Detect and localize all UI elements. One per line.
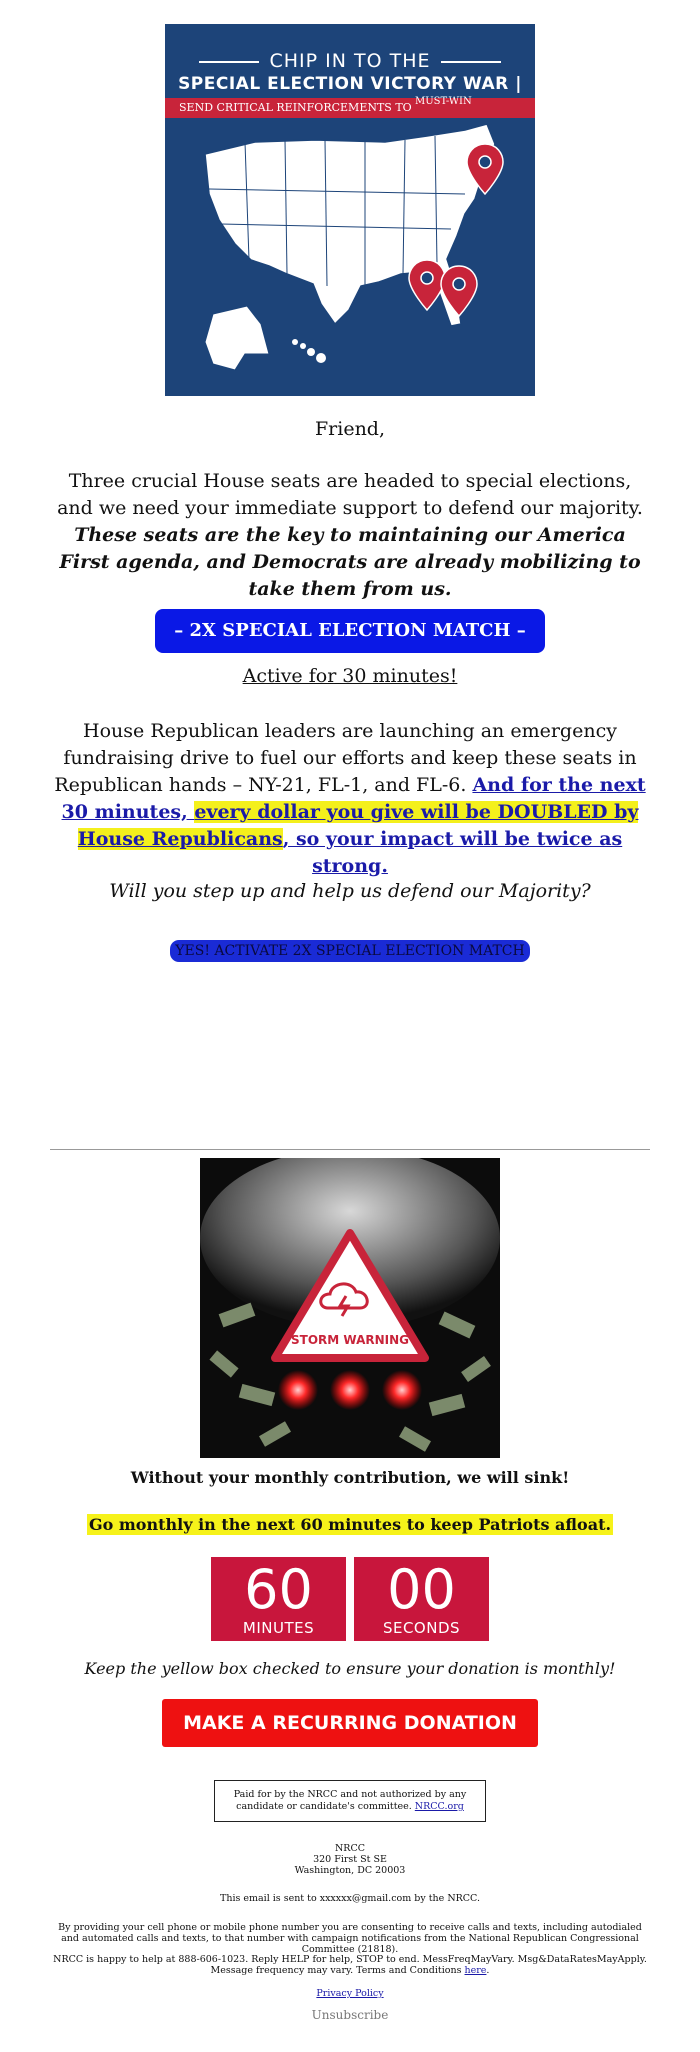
hero-subtitle: SEND CRITICAL REINFORCEMENTS TO: [179, 101, 412, 114]
privacy-policy-link[interactable]: Privacy Policy: [316, 1988, 384, 1999]
body-paragraph: [48, 718, 652, 880]
hero-title-line2: SPECIAL ELECTION VICTORY WAR |: [178, 74, 522, 94]
hero-title-line1: CHIP IN TO THE: [165, 50, 535, 72]
keep-checked-text: Keep the yellow box checked to ensure your donation is monthly!: [84, 1659, 616, 1678]
timer-seconds: [354, 1557, 489, 1641]
unsubscribe-link[interactable]: Unsubscribe: [311, 2008, 389, 2022]
match-link[interactable]: And for the next 30 minutes, every dollar you give will be DOUBLED by House Republicans, so your impact will be twice as strong.: [61, 774, 646, 877]
timer-seconds-value: 00: [387, 1558, 456, 1621]
hero-must-win: MUST-WIN: [415, 96, 472, 107]
storm-graphic: [200, 1158, 500, 1458]
storm-warning-image[interactable]: [200, 1158, 500, 1458]
help-notice: NRCC is happy to help at 888-606-1023. Reply HELP for help, STOP to end. MessFreqMayVary. Msg&DataRatesMayApply. Message frequency may vary. Terms and Conditions here.: [53, 1954, 647, 1976]
paid-for-disclaimer: Paid for by the NRCC and not authorized by any candidate or candidate's committee. NRCC.org: [214, 1780, 486, 1822]
question-text: Will you step up and help us defend our Majority?: [109, 880, 591, 902]
go-monthly-text: Go monthly in the next 60 minutes to keep Patriots afloat.: [88, 1515, 612, 1534]
sent-to-notice: This email is sent to xxxxxx@gmail.com by the NRCC.: [219, 1893, 481, 1904]
privacy-policy: [0, 1988, 700, 1999]
mailing-address: NRCC 320 First St SE Washington, DC 20003: [294, 1843, 406, 1876]
timer-minutes-value: 60: [244, 1558, 313, 1621]
us-map-graphic: [165, 24, 535, 396]
divider: [50, 1149, 650, 1150]
activate-match-button[interactable]: YES! ACTIVATE 2X SPECIAL ELECTION MATCH: [170, 940, 530, 962]
map-pin-icon: [409, 260, 445, 310]
nrcc-link[interactable]: NRCC.org: [414, 1801, 464, 1812]
timer-seconds-label: SECONDS: [382, 1619, 461, 1637]
storm-warning-label: STORM WARNING: [290, 1333, 410, 1347]
body-text: House Republican leaders are launching an emergency fundraising drive to fuel our efforts and keep these seats in Republican hands – NY-21, FL-1, and FL-6.: [54, 720, 637, 796]
timer-minutes: [211, 1557, 346, 1641]
timer-minutes-label: MINUTES: [242, 1619, 315, 1637]
match-button[interactable]: – 2X SPECIAL ELECTION MATCH –: [155, 609, 545, 653]
terms-link[interactable]: here: [464, 1965, 487, 1976]
recurring-donation-button[interactable]: MAKE A RECURRING DONATION: [162, 1699, 538, 1747]
sink-heading: Without your monthly contribution, we will sink!: [130, 1468, 570, 1487]
intro-paragraph: [56, 468, 644, 603]
intro-emphasis: These seats are the key to maintaining our America First agenda, and Democrats are already mobilizing to take them from us.: [59, 524, 641, 600]
active-timer-link[interactable]: Active for 30 minutes!: [242, 665, 458, 687]
greeting: Friend,: [314, 418, 386, 440]
hero-banner-image[interactable]: [165, 24, 535, 396]
intro-text: Three crucial House seats are headed to special elections, and we need your immediate support to defend our majority.: [57, 470, 643, 519]
consent-notice: By providing your cell phone or mobile phone number you are consenting to receive calls and texts, including autodialed and automated calls and texts, to that number with campaign notifications from the National Republican Congressional Committee (21818).: [58, 1922, 642, 1955]
